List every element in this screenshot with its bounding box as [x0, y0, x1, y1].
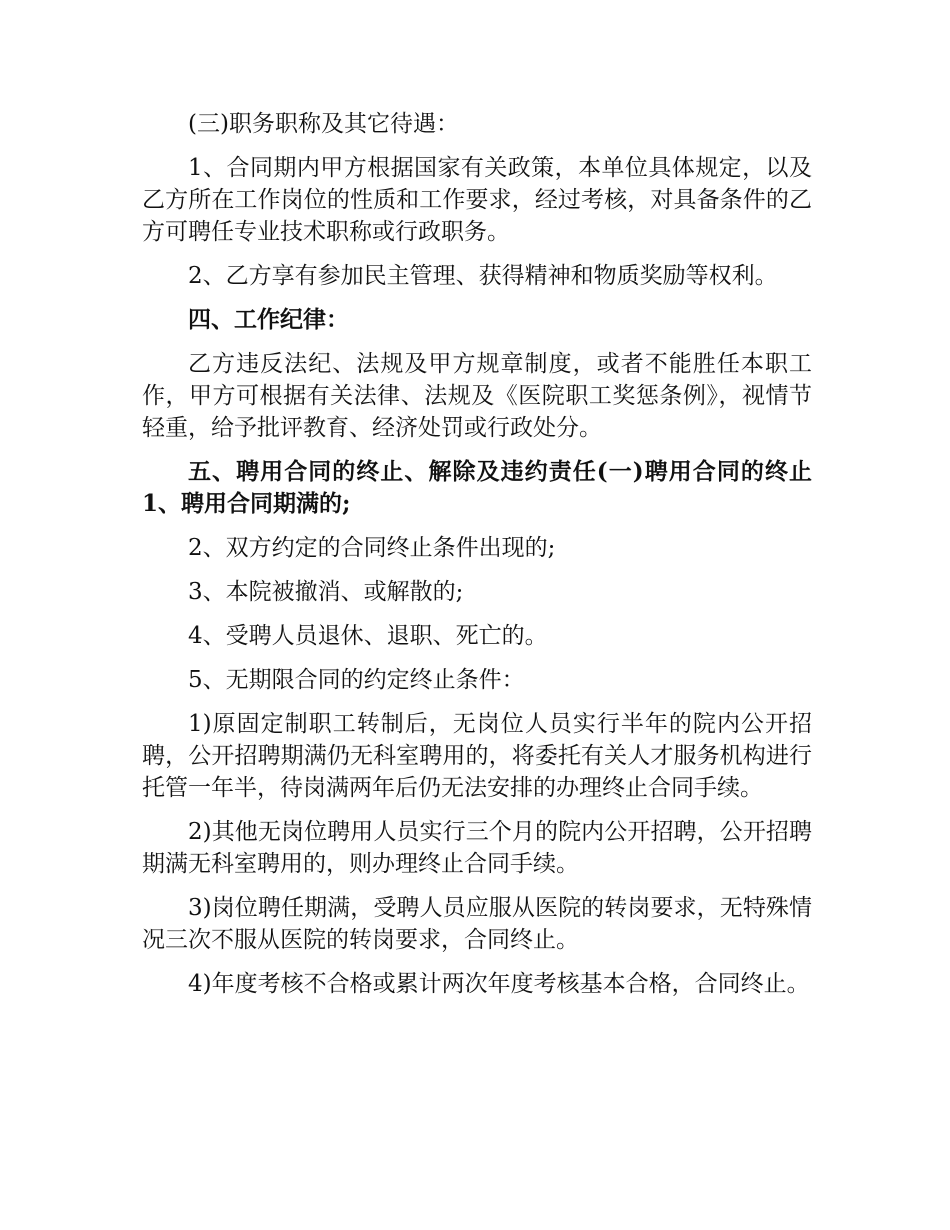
- document-page: [142, 108, 812, 1012]
- paragraph-condition-2: 2)其他无岗位聘用人员实行三个月的院内公开招聘，公开招聘期满无科室聘用的，则办理终止合同手续。: [142, 819, 812, 877]
- section-heading-discipline: 四、工作纪律：: [188, 306, 349, 333]
- section-heading-termination: 五、聘用合同的终止、解除及违约责任(一)聘用合同的终止1、聘用合同期满的;: [142, 458, 812, 517]
- paragraph-benefits-item-2: 2、乙方享有参加民主管理、获得精神和物质奖励等权利。: [188, 263, 778, 289]
- paragraph-termination-item-2: 2、双方约定的合同终止条件出现的;: [188, 535, 556, 561]
- paragraph-termination-item-3: 3、本院被撤消、或解散的;: [188, 579, 464, 605]
- paragraph-termination-item-4: 4、受聘人员退休、退职、死亡的。: [188, 623, 548, 649]
- paragraph-condition-3: 3)岗位聘任期满，受聘人员应服从医院的转岗要求，无特殊情况三次不服从医院的转岗要求，合同终止。: [142, 895, 812, 953]
- paragraph-discipline: 乙方违反法纪、法规及甲方规章制度，或者不能胜任本职工作，甲方可根据有关法律、法规及《医院职工奖惩条例》，视情节轻重，给予批评教育、经济处罚或行政处分。: [142, 351, 812, 441]
- paragraph-condition-4: 4)年度考核不合格或累计两次年度考核基本合格，合同终止。: [188, 971, 810, 997]
- paragraph-benefits-title: (三)职务职称及其它待遇：: [188, 111, 459, 137]
- paragraph-condition-1: 1)原固定制职工转制后，无岗位人员实行半年的院内公开招聘，公开招聘期满仍无科室聘用的，将委托有关人才服务机构进行托管一年半，待岗满两年后仍无法安排的办理终止合同手续。: [142, 711, 812, 801]
- paragraph-benefits-item-1: 1、合同期内甲方根据国家有关政策，本单位具体规定，以及乙方所在工作岗位的性质和工作要求，经过考核，对具备条件的乙方可聘任专业技术职称或行政职务。: [142, 155, 812, 245]
- paragraph-termination-item-5: 5、无期限合同的约定终止条件：: [188, 667, 525, 693]
